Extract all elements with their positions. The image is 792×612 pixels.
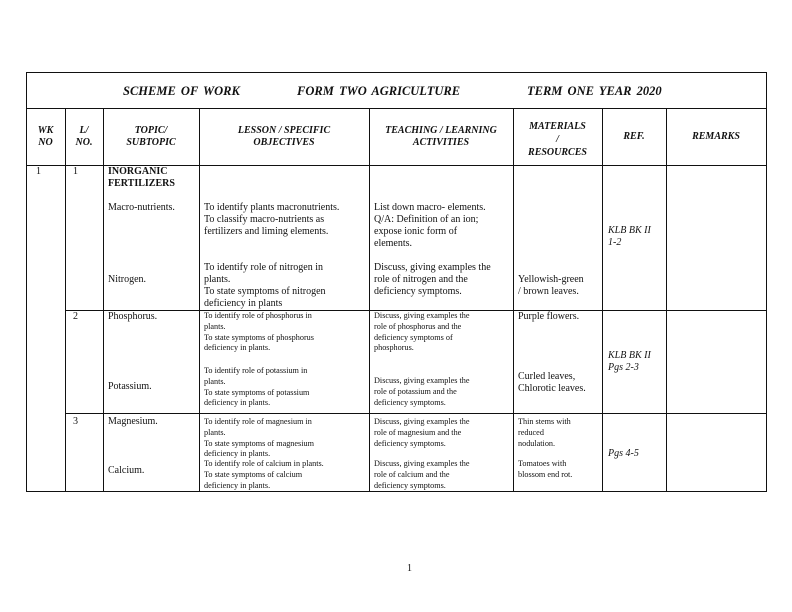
header-objectives: LESSON / SPECIFIC OBJECTIVES xyxy=(237,125,331,148)
objectives: To identify role of phosphorus in plants. To state symptoms of phosphorus deficiency in plants. xyxy=(204,311,314,353)
activities: Discuss, giving examples the role of magnesium and the deficiency symptoms. xyxy=(374,417,470,448)
lesson-number: 1 xyxy=(73,166,78,177)
objectives: To identify role of calcium in plants. To state symptoms of calcium deficiency in plants. xyxy=(204,459,324,490)
materials: Purple flowers. xyxy=(518,311,580,322)
reference: Pgs 4-5 xyxy=(608,448,639,459)
title-term: TERM ONE YEAR 2020 xyxy=(527,84,662,98)
column-divider xyxy=(602,108,603,492)
column-divider xyxy=(369,108,370,492)
objectives: To identify role of potassium in plants. To state symptoms of potassium deficiency in plants. xyxy=(204,366,310,408)
week-number: 1 xyxy=(36,166,41,177)
subtopic: Phosphorus. xyxy=(108,311,158,322)
column-divider xyxy=(65,108,66,492)
materials: Yellowish-green / brown leaves. xyxy=(518,274,584,297)
subtopic: Nitrogen. xyxy=(108,274,147,285)
column-divider xyxy=(766,72,767,492)
header-activities: TEACHING / LEARNING ACTIVITIES xyxy=(385,125,497,148)
lesson-number: 3 xyxy=(73,416,78,427)
objectives: To identify role of magnesium in plants. To state symptoms of magnesium deficiency in plants. xyxy=(204,417,314,459)
column-divider xyxy=(103,108,104,492)
row-divider xyxy=(65,413,767,414)
reference: KLB BK II 1-2 xyxy=(608,225,651,248)
page-number: 1 xyxy=(407,563,412,574)
column-divider xyxy=(199,108,200,492)
title-scheme: SCHEME OF WORK xyxy=(123,84,240,98)
activities: List down macro- elements. Q/A: Definition of an ion; expose ionic form of elements. xyxy=(374,202,486,249)
reference: KLB BK II Pgs 2-3 xyxy=(608,350,651,373)
lesson-number: 2 xyxy=(73,311,78,322)
subtopic: Potassium. xyxy=(108,381,152,392)
header-lno: L/ NO. xyxy=(75,125,93,148)
objectives: To identify plants macronutrients. To classify macro-nutrients as fertilizers and liming elements. xyxy=(204,202,340,237)
row-divider xyxy=(26,108,767,109)
activities: Discuss, giving examples the role of phosphorus and the deficiency symptoms of phosphorus. xyxy=(374,311,470,353)
materials: Thin stems with reduced nodulation. xyxy=(518,417,571,448)
materials: Curled leaves, Chlorotic leaves. xyxy=(518,371,586,394)
title-form: FORM TWO AGRICULTURE xyxy=(297,84,461,98)
header-topic: TOPIC/ SUBTOPIC xyxy=(126,125,176,148)
subtopic: Magnesium. xyxy=(108,416,158,427)
objectives: To identify role of nitrogen in plants. To state symptoms of nitrogen deficiency in plants xyxy=(204,262,326,309)
header-materials: MATERIALS / RESOURCES xyxy=(528,121,587,158)
activities: Discuss, giving examples the role of potassium and the deficiency symptoms. xyxy=(374,376,470,407)
table-border xyxy=(26,72,767,73)
materials: Tomatoes with blossom end rot. xyxy=(518,459,573,479)
header-remarks: REMARKS xyxy=(692,131,740,142)
activities: Discuss, giving examples the role of calcium and the deficiency symptoms. xyxy=(374,459,470,490)
topic-heading: INORGANIC FERTILIZERS xyxy=(108,166,175,189)
subtopic: Calcium. xyxy=(108,465,145,476)
header-ref: REF. xyxy=(623,131,645,142)
column-divider xyxy=(513,108,514,492)
column-divider xyxy=(666,108,667,492)
header-wk: WK NO xyxy=(37,125,54,148)
activities: Discuss, giving examples the role of nitrogen and the deficiency symptoms. xyxy=(374,262,491,297)
subtopic: Macro-nutrients. xyxy=(108,202,175,213)
